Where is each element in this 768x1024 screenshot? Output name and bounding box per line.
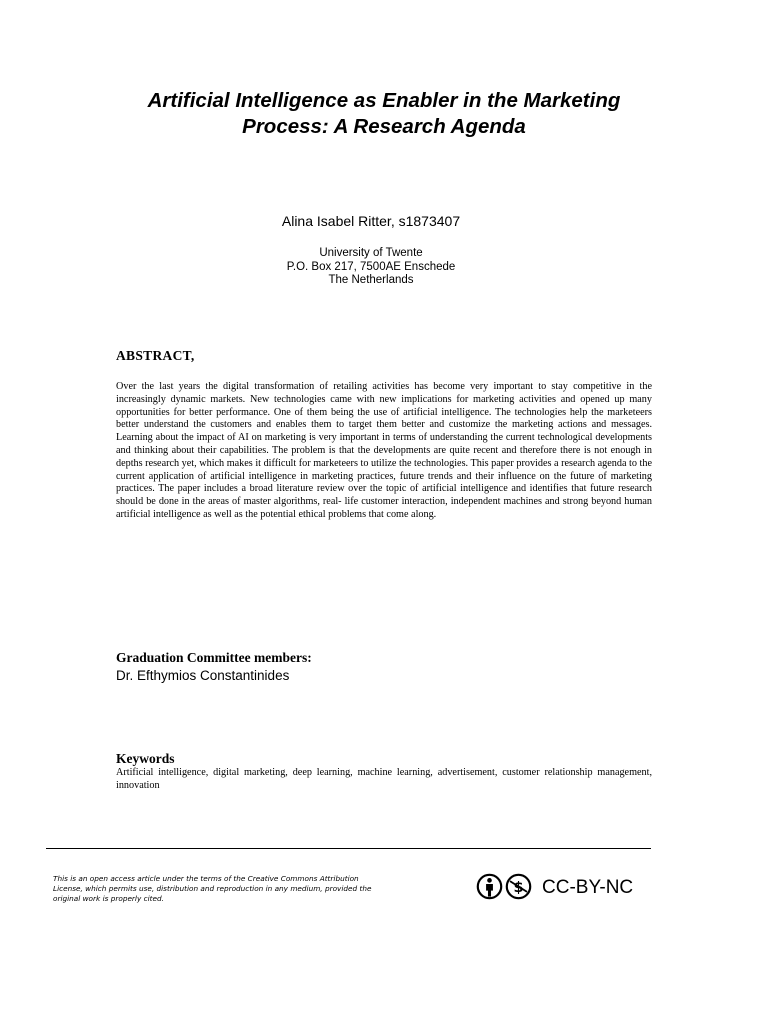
committee-heading: Graduation Committee members: <box>116 650 312 665</box>
affiliation-block <box>0 247 742 288</box>
abstract-body: Over the last years the digital transformation of retailing activities has become very important to stay competitive in the increasingly dynamic markets. New technologies came with new implications for marketing activities and opened up many opportunities for better performance. One of them being the use of artificial intelligence. The technologies help the marketeers better understand the customers and enables them to target them better and customize the marketing actions and messages. Learning about the impact of AI on marketing is very important in terms of understanding the current technological developments and thinking about their capabilities. The problem is that the developments are quite recent and therefore there is not enough in depths research yet, which makes it difficult for marketeers to utilize the technologies. This paper provides a research agenda to the current application of artificial intelligence in marketing practices, future trends and their influence on the future of marketing practices. The paper includes a broad literature review over the topic of artificial intelligence and identifies that future research should be done in the areas of master algorithms, real- life customer interaction, independent machines and strong beyond human artificial intelligence as well as the potential ethical problems that come along. <box>116 381 652 520</box>
author-line: Alina Isabel Ritter, s1873407 <box>281 213 461 229</box>
attribution-icon <box>476 873 503 900</box>
license-label: CC-BY-NC <box>542 877 634 898</box>
title-line-2: Process: A Research Agenda <box>242 115 526 138</box>
footer-divider <box>46 848 651 849</box>
non-commercial-icon <box>505 873 532 900</box>
committee-member: Dr. Efthymios Constantinides <box>116 668 290 683</box>
keywords-body: Artificial intelligence, digital marketing, deep learning, machine learning, advertisement, customer relationship management, innovation <box>116 767 652 791</box>
license-notice: This is an open access article under the terms of the Creative Commons Attribution License, which permits use, distribution and reproduction in any medium, provided the original work is properly cited. <box>53 874 372 904</box>
institution: University of Twente <box>319 247 423 259</box>
license-badge <box>476 870 633 902</box>
svg-text:$: $ <box>513 879 524 896</box>
paper-title <box>60 88 708 140</box>
title-line-1: Artificial Intelligence as Enabler in the Marketing <box>147 89 621 112</box>
address: P.O. Box 217, 7500AE Enschede <box>286 260 456 273</box>
abstract-heading: ABSTRACT, <box>116 348 195 363</box>
keywords-heading: Keywords <box>116 751 175 766</box>
country: The Netherlands <box>328 274 414 286</box>
